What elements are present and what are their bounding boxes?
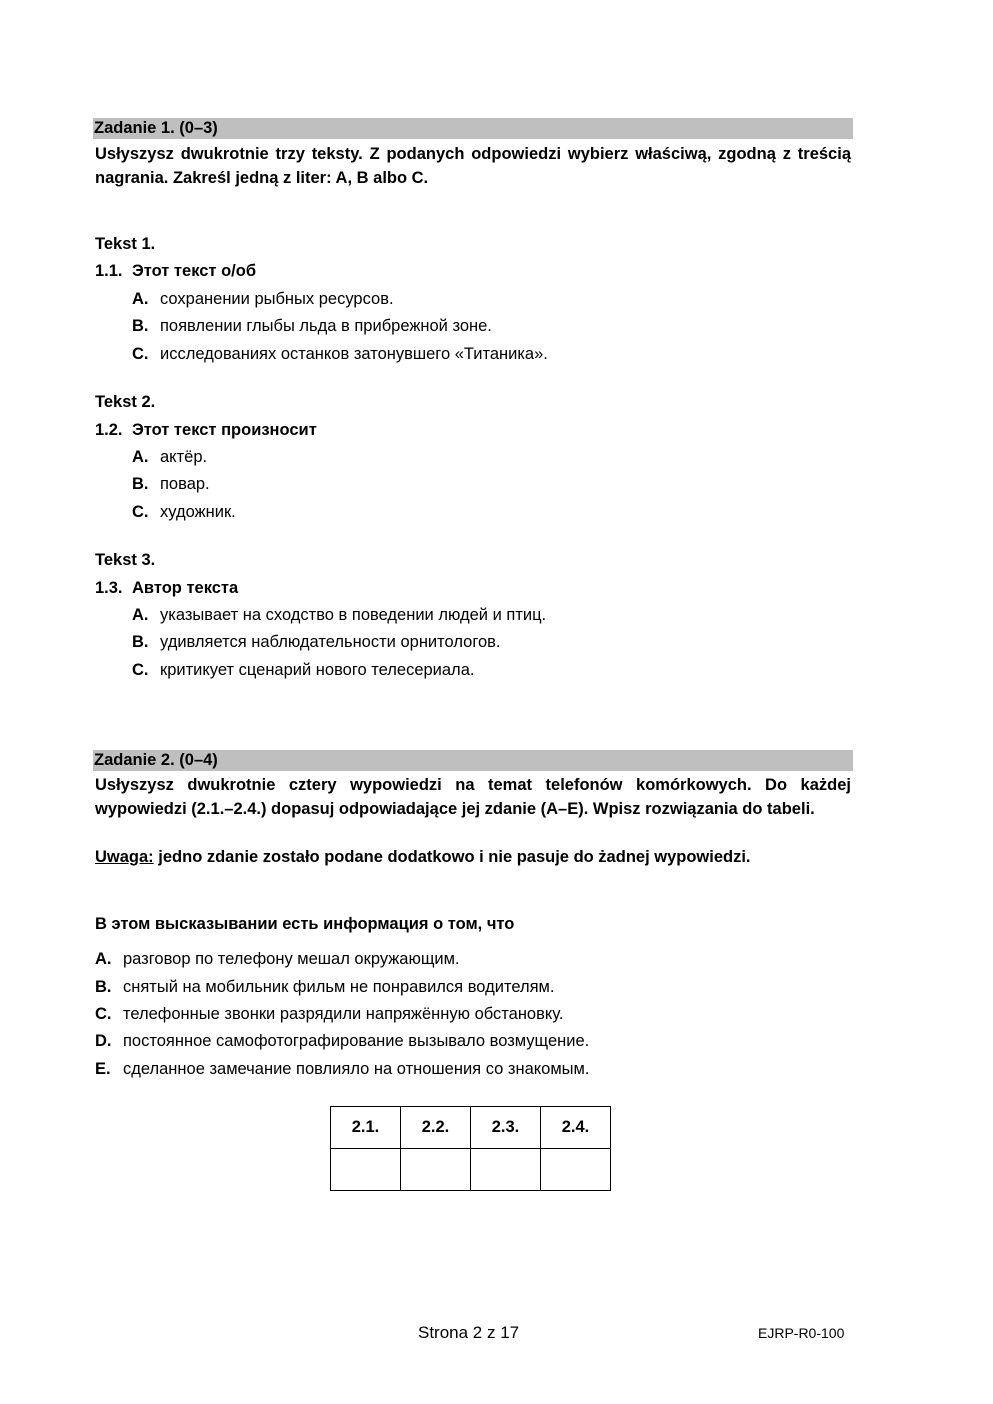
answer-table-input-row <box>331 1149 611 1191</box>
option-1-3-b <box>132 632 501 652</box>
option-letter: D. <box>95 1032 112 1050</box>
answer-cell-2-4[interactable] <box>541 1149 611 1191</box>
option-1-3-a <box>132 605 546 625</box>
option-letter: C. <box>95 1005 112 1023</box>
option-letter: A. <box>132 448 149 466</box>
answer-cell-2-3[interactable] <box>471 1149 541 1191</box>
task2-header: Zadanie 2. (0–4) <box>93 750 853 771</box>
question-text: Автор текста <box>132 579 239 597</box>
answer-header-2-4: 2.4. <box>541 1107 611 1149</box>
answer-cell-2-1[interactable] <box>331 1149 401 1191</box>
answer-table-header-row <box>331 1107 611 1149</box>
option-text: удивляется наблюдательности орнитологов. <box>160 633 501 651</box>
option-1-1-c <box>132 344 548 364</box>
option-text: сохранении рыбных ресурсов. <box>160 290 394 308</box>
option-1-1-a <box>132 289 394 309</box>
question-number: 1.3. <box>95 579 123 597</box>
question-text: Этот текст о/об <box>132 262 257 280</box>
option-text: разговор по телефону мешал окружающим. <box>123 950 460 968</box>
option-1-3-c <box>132 660 474 680</box>
question-1-1 <box>95 261 256 281</box>
option-letter: A. <box>95 950 112 968</box>
option-letter: A. <box>132 290 149 308</box>
answer-table <box>330 1106 611 1191</box>
answer-header-2-1: 2.1. <box>331 1107 401 1149</box>
option-text: снятый на мобильник фильм не понравился водителям. <box>123 978 555 996</box>
question-1-3 <box>95 578 238 598</box>
option-letter: B. <box>132 633 149 651</box>
answer-cell-2-2[interactable] <box>401 1149 471 1191</box>
option-text: повар. <box>160 475 210 493</box>
question-number: 1.2. <box>95 421 123 439</box>
option-2-e <box>95 1059 589 1079</box>
option-text: появлении глыбы льда в прибрежной зоне. <box>160 317 492 335</box>
option-text: художник. <box>160 503 236 521</box>
option-letter: C. <box>132 661 149 679</box>
option-text: телефонные звонки разрядили напряжённую обстановку. <box>123 1005 564 1023</box>
option-letter: B. <box>132 317 149 335</box>
answer-header-2-3: 2.3. <box>471 1107 541 1149</box>
question-1-2 <box>95 420 317 440</box>
page-number: Strona 2 z 17 <box>418 1323 520 1342</box>
option-text: постоянное самофотографирование вызывало возмущение. <box>123 1032 590 1050</box>
question-number: 1.1. <box>95 262 123 280</box>
option-text: критикует сценарий нового телесериала. <box>160 661 475 679</box>
note-label: Uwaga: <box>95 848 154 866</box>
option-letter: C. <box>132 345 149 363</box>
option-2-a <box>95 949 460 969</box>
option-1-2-c <box>132 502 236 522</box>
text3-label: Tekst 3. <box>95 551 156 569</box>
note-text: jedno zdanie zostało podane dodatkowo i nie pasuje do żadnej wypowiedzi. <box>153 848 751 866</box>
option-2-c <box>95 1004 563 1024</box>
option-text: исследованиях останков затонувшего «Титаника». <box>160 345 548 363</box>
option-letter: A. <box>132 606 149 624</box>
text2-label: Tekst 2. <box>95 393 156 411</box>
task1-instruction: Usłyszysz dwukrotnie trzy teksty. Z podanych odpowiedzi wybierz właściwą, zgodną z treścią nagrania. Zakreśl jedną z liter: A, B albo C. <box>95 145 851 187</box>
option-text: указывает на сходство в поведении людей и птиц. <box>160 606 547 624</box>
option-2-b <box>95 977 554 997</box>
option-letter: B. <box>132 475 149 493</box>
option-letter: C. <box>132 503 149 521</box>
answer-header-2-2: 2.2. <box>401 1107 471 1149</box>
task2-instruction: Usłyszysz dwukrotnie cztery wypowiedzi na temat telefonów komórkowych. Do każdej wypowiedzi (2.1.–2.4.) dopasuj odpowiadające jej zdanie (A–E). Wpisz rozwiązania do tabeli. <box>95 776 851 818</box>
document-code: EJRP-R0-100 <box>758 1325 845 1341</box>
question-text: Этот текст произносит <box>132 421 317 439</box>
option-1-1-b <box>132 316 492 336</box>
option-1-2-b <box>132 474 210 494</box>
option-1-2-a <box>132 447 207 467</box>
option-letter: E. <box>95 1060 111 1078</box>
option-text: актёр. <box>160 448 208 466</box>
option-text: сделанное замечание повлияло на отношения со знакомым. <box>123 1060 590 1078</box>
option-2-d <box>95 1031 589 1051</box>
text1-label: Tekst 1. <box>95 235 156 253</box>
task1-header: Zadanie 1. (0–3) <box>93 118 853 139</box>
task2-lead: В этом высказывании есть информация о том, что <box>95 915 515 933</box>
task2-note <box>95 847 751 867</box>
option-letter: B. <box>95 978 112 996</box>
